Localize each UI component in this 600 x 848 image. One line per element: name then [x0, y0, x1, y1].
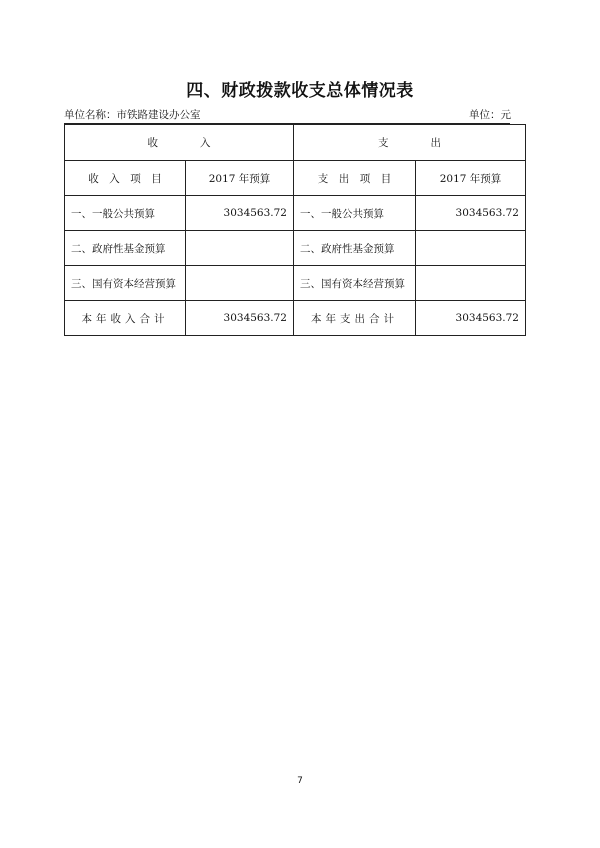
- expense-group-header: 支 出: [294, 125, 526, 161]
- budget-summary-table: [64, 124, 526, 336]
- currency-unit-label: 单位：元: [469, 109, 511, 121]
- expense-item-cell: 三、国有资本经营预算: [294, 266, 416, 301]
- table-row: [65, 231, 526, 266]
- income-budget-column-header: 2017 年预算: [186, 161, 294, 196]
- expense-total-value: 3034563.72: [416, 301, 526, 336]
- page-number: 7: [297, 776, 303, 786]
- expense-value-cell: [416, 231, 526, 266]
- expense-value-cell: 3034563.72: [416, 196, 526, 231]
- income-total-value: 3034563.72: [186, 301, 294, 336]
- income-group-header: 收 入: [65, 125, 294, 161]
- expense-item-column-header: 支 出 项 目: [294, 161, 416, 196]
- table-column-header-row: [65, 161, 526, 196]
- expense-budget-column-header: 2017 年预算: [416, 161, 526, 196]
- expense-value-cell: [416, 266, 526, 301]
- income-value-cell: [186, 231, 294, 266]
- income-value-cell: 3034563.72: [186, 196, 294, 231]
- income-total-label: 本年收入合计: [65, 301, 186, 336]
- income-item-cell: 三、国有资本经营预算: [65, 266, 186, 301]
- income-item-cell: 二、政府性基金预算: [65, 231, 186, 266]
- expense-item-cell: 二、政府性基金预算: [294, 231, 416, 266]
- page-title: 四、财政拨款收支总体情况表: [186, 81, 414, 101]
- expense-item-cell: 一、一般公共预算: [294, 196, 416, 231]
- table-row: [65, 266, 526, 301]
- unit-name-label: 单位名称：市铁路建设办公室: [64, 109, 201, 121]
- income-value-cell: [186, 266, 294, 301]
- expense-total-label: 本年支出合计: [294, 301, 416, 336]
- table-total-row: [65, 301, 526, 336]
- income-item-column-header: 收 入 项 目: [65, 161, 186, 196]
- table-row: [65, 196, 526, 231]
- income-item-cell: 一、一般公共预算: [65, 196, 186, 231]
- table-group-header-row: [65, 125, 526, 161]
